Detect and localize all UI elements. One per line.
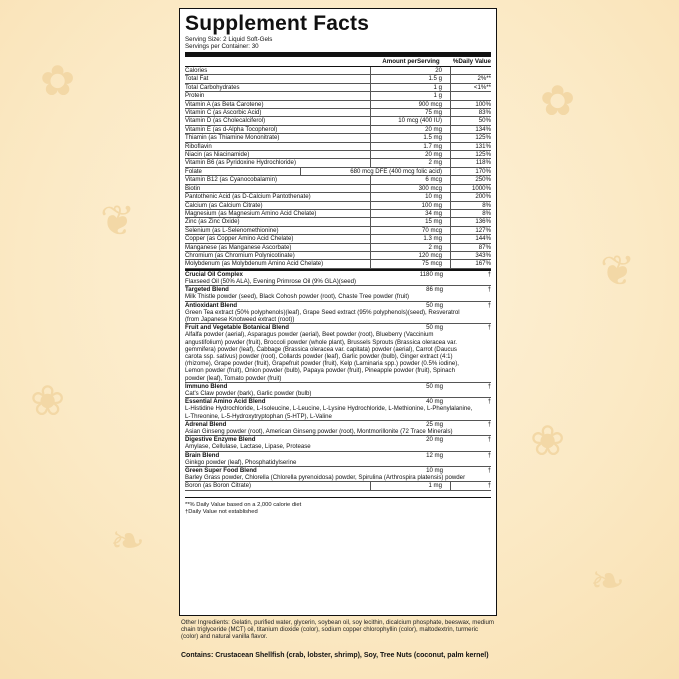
blend-dv: † [487,382,491,390]
background-doodle-leaf-icon: ❧ [110,517,146,564]
blend-dv: † [487,436,491,444]
nutrient-dv: 50% [450,117,491,124]
table-row [185,185,491,193]
blend-dv: † [487,286,491,294]
blend-amount: 10 mg [426,467,443,475]
blend-ingredients: Flaxseed Oil (50% ALA), Evening Primrose Oil (9% GLA)(seed) [185,277,357,285]
nutrient-name: Calories [185,67,208,74]
nutrient-amount: 1.5 g [370,75,450,82]
nutrient-amount: 20 mg [370,151,450,158]
table-row [185,117,491,125]
table-row [185,176,491,184]
nutrient-amount: 20 mg [370,126,450,133]
nutrient-dv: 200% [450,193,491,200]
header-amount: Amount perServing [382,58,440,65]
nutrient-amount: 75 mcg [370,260,450,267]
table-row [185,168,491,176]
nutrient-dv: 2%** [450,75,491,82]
nutrient-dv: 134% [450,126,491,133]
table-row [185,235,491,243]
table-row [185,67,491,75]
background-doodle-flower-icon: ✿ [540,77,576,124]
nutrient-dv: 1000% [450,185,491,192]
blend-item [185,398,491,421]
nutrient-dv: 8% [450,210,491,217]
nutrient-amount: 680 mcg DFE (400 mcg folic acid) [300,168,450,175]
blend-dv: † [487,467,491,475]
servings-per-container: Servings per Container: 30 [185,43,259,50]
blend-item [185,452,491,467]
nutrient-name: Biotin [185,184,201,192]
nutrient-dv: 170% [450,168,491,175]
table-row [185,218,491,226]
blend-ingredients: Alfalfa powder (aerial), Asparagus powder (aerial), Beet powder (root), Blueberry (Vaccinium angustifolium) powder (fruit), Broccoli powder (whole plant), Brussels Sprouts (Brassica oleracea var. gemmifera) powder (leaf), Cabbage (Brassica oleracea var. capitata) powder (aerial), Carrot (Daucus carota ssp. sativus) powder (root), Collards powder (leaf), Garlic powder (bulb), Ginger extract (4:1)(rhizome), Grape powder (fruit), Grapefruit powder (fruit), Kelp (Laminaria spp.) powder (0.5% iodine), Lemon powder (fruit), Onion powder (bulb), Papaya powder (fruit), Pineapple powder (fruit), Spinach powder (leaf), Tomato powder (fruit) [185,331,459,382]
blend-amount: 20 mg [426,436,443,444]
footnote-dagger: †Daily Value not established [185,508,258,515]
table-row [185,126,491,134]
nutrient-dv: 125% [450,134,491,141]
nutrient-dv: † [450,482,491,489]
blend-ingredients: Asian Ginseng powder (root), American Ginseng powder (root), Montmorillonite (72 Trace Minerals) [185,428,453,436]
nutrient-dv: 167% [450,260,491,267]
nutrient-dv: 100% [450,101,491,108]
blend-dv: † [487,270,491,278]
nutrient-dv: 131% [450,143,491,150]
nutrient-name: Selenium (as L-Selenomethionine) [185,226,279,234]
divider-thick [185,52,491,57]
table-row [185,227,491,235]
nutrient-dv: 127% [450,227,491,234]
nutrient-name: Calcium (as Calcium Citrate) [185,201,263,209]
nutrient-name: Molybdenum (as Molybdenum Amino Acid Chelate) [185,260,324,268]
blend-ingredients: Milk Thistle powder (seed), Black Cohosh powder (root), Chaste Tree powder (fruit) [185,293,410,301]
other-ingredients: Other Ingredients: Gelatin, purified water, glycerin, soybean oil, soy lecithin, dicalcium phosphate, beeswax, medium chain triglyceride (MCT) oil, titanium dioxide (color), sodium copper chlorophyllin (color), maltodextrin, turmeric (color) and natural vanilla flavor. [181,619,494,641]
nutrient-amount: 1.5 mg [370,134,450,141]
background-doodle-flower-icon: ✿ [40,57,76,104]
blend-item [185,324,491,383]
nutrient-name: Zinc (as Zinc Oxide) [185,218,240,226]
blend-ingredients: Ginkgo powder (leaf), Phosphatidylserine [185,458,297,466]
blend-item [185,286,491,301]
nutrient-amount: 900 mcg [370,101,450,108]
blend-name: Antioxidant Blend [185,301,238,309]
nutrient-dv: 118% [450,159,491,166]
blend-name: Fruit and Vegetable Botanical Blend [185,324,289,332]
blend-amount: 86 mg [426,286,443,294]
table-row [185,159,491,167]
blend-ingredients: Cat's Claw powder (bark), Garlic powder (bulb) [185,390,312,397]
nutrient-name: Chromium (as Chromium Polynicotinate) [185,251,295,259]
nutrient-name: Pantothenic Acid (as D-Calcium Pantothenate) [185,193,311,201]
nutrient-name: Vitamin A (as Beta Carotene) [185,100,264,108]
blend-name: Immuno Blend [185,382,228,390]
blend-name: Adrenal Blend [185,420,227,428]
blend-amount: 40 mg [426,398,443,406]
nutrient-amount: 120 mcg [370,252,450,259]
nutrient-amount: 6 mcg [370,176,450,183]
blend-item [185,271,491,286]
allergen-statement: Contains: Crustacean Shellfish (crab, lobster, shrimp), Soy, Tree Nuts (coconut, palm kernel) [181,652,489,659]
nutrient-dv [450,67,491,74]
blend-item [185,383,491,398]
nutrient-name: Niacin (as Niacinamide) [185,151,250,159]
blend-amount: 50 mg [426,301,443,309]
supplement-facts-panel [179,8,497,616]
nutrient-amount: 1 g [370,92,450,99]
nutrient-dv: 343% [450,252,491,259]
nutrient-name: Protein [185,92,205,100]
table-row [185,75,491,83]
footnote-dv: **% Daily Value based on a 2,000 calorie diet [185,501,302,508]
blend-amount: 50 mg [426,324,443,332]
blend-amount: 50 mg [426,382,443,390]
table-row [185,202,491,210]
nutrient-table [185,67,491,269]
blend-ingredients: L-Histidine Hydrochloride, L-Isoleucine, L-Leucine, L-Lysine Hydrochloride, L-Methionine, L-Phenylalanine, L-Threonine, L-5-Hydroxytryptophan (5-HTP), L-Valine [185,405,473,420]
blend-name: Targeted Blend [185,286,229,294]
serving-size: Serving Size: 2 Liquid Soft-Gels [185,36,273,43]
blend-ingredients: Amylase, Cellulase, Lactase, Lipase, Protease [185,443,311,451]
blend-table [185,271,491,483]
table-row-boron [185,482,491,490]
table-row [185,109,491,117]
nutrient-amount: 1 mg [370,482,450,489]
table-row [185,151,491,159]
nutrient-amount: 2 mg [370,244,450,251]
blend-dv: † [487,398,491,406]
table-row [185,252,491,260]
background-doodle-leaf-icon: ❧ [590,557,626,604]
nutrient-name: Folate [185,167,202,175]
table-row [185,101,491,109]
blend-amount: 12 mg [426,451,443,459]
blend-dv: † [487,451,491,459]
table-row [185,260,491,268]
nutrient-amount: 75 mg [370,109,450,116]
nutrient-amount: 100 mg [370,202,450,209]
background-doodle-flower-icon: ❀ [30,377,66,424]
nutrient-name: Riboflavin [185,142,212,150]
table-row [185,193,491,201]
blend-amount: 25 mg [426,420,443,428]
blend-dv: † [487,420,491,428]
nutrient-dv: 250% [450,176,491,183]
nutrient-amount: 1.3 mg [370,235,450,242]
background-doodle-flower-icon: ❀ [530,417,566,464]
nutrient-amount: 20 [370,67,450,74]
table-row [185,92,491,100]
nutrient-dv: 136% [450,218,491,225]
table-row [185,134,491,142]
nutrient-amount: 1.7 mg [370,143,450,150]
header-daily-value: %Daily Value [452,58,491,65]
nutrient-amount: 15 mg [370,218,450,225]
nutrient-dv [450,92,491,99]
nutrient-name: Total Fat [185,75,209,83]
blend-dv: † [487,324,491,332]
footnotes [185,497,491,516]
table-row [185,244,491,252]
nutrient-name: Vitamin E (as d-Alpha Tocopherol) [185,125,278,133]
blend-item [185,467,491,482]
nutrient-name: Vitamin C (as Ascorbic Acid) [185,109,262,117]
blend-dv: † [487,301,491,309]
blend-name: Brain Blend [185,451,220,459]
nutrient-amount: 70 mcg [370,227,450,234]
panel-title: Supplement Facts [185,12,370,35]
table-row [185,84,491,92]
nutrient-amount: 10 mcg (400 IU) [370,117,450,124]
nutrient-name: Thiamin (as Thiamine Mononitrate) [185,134,280,142]
table-row [185,210,491,218]
nutrient-name: Magnesium (as Magnesium Amino Acid Chelate) [185,209,317,217]
nutrient-name: Vitamin B12 (as Cyanocobalamin) [185,176,278,184]
nutrient-name: Total Carbohydrates [185,83,240,91]
blend-amount: 1180 mg [419,270,443,278]
nutrient-amount: 1 g [370,84,450,91]
blend-name: Green Super Food Blend [185,467,257,475]
nutrient-name: Manganese (as Manganese Ascorbate) [185,243,292,251]
nutrient-amount: 300 mcg [370,185,450,192]
nutrient-name: Vitamin D (as Cholecalciferol) [185,117,266,125]
blend-ingredients: Barley Grass powder, Chlorella (Chlorella pyrenoidosa) powder, Spirulina (Arthrospira platensis) powder [185,474,466,482]
table-row [185,143,491,151]
nutrient-name: Vitamin B6 (as Pyridoxine Hydrochloride) [185,159,296,167]
nutrient-dv: <1%** [450,84,491,91]
blend-name: Essential Amino Acid Blend [185,398,266,406]
nutrient-name: Boron (as Boron Citrate) [185,482,252,490]
blend-ingredients: Green Tea extract (50% polyphenols)(leaf), Grape Seed extract (95% polyphenols)(seed), Resveratrol (from Japanese Knotweed extract (root)) [185,308,460,323]
blend-name: Crucial Oil Complex [185,270,243,278]
nutrient-dv: 83% [450,109,491,116]
nutrient-dv: 125% [450,151,491,158]
nutrient-amount: 34 mg [370,210,450,217]
nutrient-dv: 8% [450,202,491,209]
blend-item [185,302,491,325]
background-doodle-leaf-icon: ❦ [100,197,136,244]
nutrient-dv: 144% [450,235,491,242]
nutrient-dv: 87% [450,244,491,251]
nutrient-name: Copper (as Copper Amino Acid Chelate) [185,235,294,243]
blend-item [185,421,491,436]
column-header [185,58,491,67]
nutrient-amount: 10 mg [370,193,450,200]
blend-name: Digestive Enzyme Blend [185,436,256,444]
nutrient-amount: 2 mg [370,159,450,166]
background-doodle-leaf-icon: ❦ [600,247,636,294]
blend-item [185,436,491,451]
